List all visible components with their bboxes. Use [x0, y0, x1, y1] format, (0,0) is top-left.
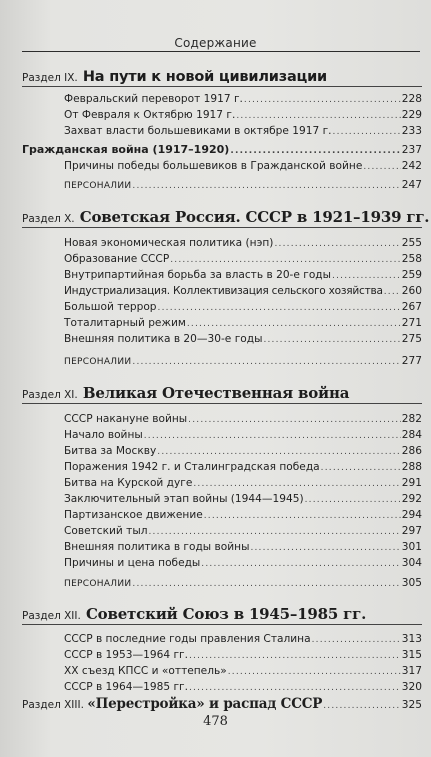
dot-leader	[363, 162, 400, 172]
entry-page: 305	[401, 577, 422, 589]
entry-title: Февральский переворот 1917 г.	[64, 93, 243, 105]
dot-leader	[148, 527, 400, 537]
toc-entry	[64, 413, 422, 425]
entry-title: СССР накануне войны	[64, 413, 188, 425]
dot-leader	[244, 95, 401, 105]
section-ix-heading	[22, 66, 422, 85]
dot-leader	[236, 111, 400, 121]
section-title: «Перестройка» и распад СССР	[87, 696, 323, 712]
entry-page: 260	[401, 285, 422, 297]
dot-leader	[188, 415, 401, 425]
entry-page: 315	[401, 649, 422, 661]
entry-page: 304	[401, 557, 422, 569]
entry-page: 233	[401, 125, 422, 137]
entry-title: Внешняя политика в годы войны	[64, 541, 250, 553]
entry-title: Захват власти большевиками в октябре 1917 г.	[64, 125, 332, 137]
entry-page: 288	[401, 461, 422, 473]
dot-leader	[323, 701, 401, 711]
entry-title: ПЕРСОНАЛИИ	[64, 357, 132, 367]
entry-title: Битва на Курской дуге	[64, 477, 193, 489]
section-title: Советская Россия. СССР в 1921–1939 гг.	[79, 208, 430, 226]
toc-entry	[64, 237, 422, 249]
entry-title: От Февраля к Октябрю 1917 г.	[64, 109, 236, 121]
section-title: Советский Союз в 1945–1985 гг.	[85, 605, 367, 623]
entry-page: 292	[401, 493, 422, 505]
toc-entry	[64, 109, 422, 121]
dot-leader	[263, 335, 400, 345]
toc-entry	[64, 649, 422, 661]
dot-leader	[144, 431, 401, 441]
entry-title: Причины и цена победы	[64, 557, 201, 569]
toc-entry	[64, 253, 422, 265]
entry-page: 301	[401, 541, 422, 553]
entry-page: 271	[401, 317, 422, 329]
entry-page: 286	[401, 445, 422, 457]
dot-leader	[312, 635, 401, 645]
entry-title: СССР в 1953—1964 гг.	[64, 649, 188, 661]
entry-title: Начало войны	[64, 429, 143, 441]
section-xiii-heading	[22, 696, 422, 712]
entry-page: 284	[401, 429, 422, 441]
section-title: Великая Отечественная война	[82, 384, 350, 402]
entry-title: Новая экономическая политика (нэп)	[64, 237, 274, 249]
section-x-heading	[22, 207, 430, 226]
section-xiii-title-group	[22, 696, 322, 712]
section-label: Раздел X.	[22, 213, 75, 225]
entry-title: Партизанское движение	[64, 509, 203, 521]
dot-leader	[201, 559, 400, 569]
toc-entry	[64, 493, 422, 505]
toc-entry	[64, 93, 422, 105]
dot-leader	[228, 667, 401, 677]
toc-entry	[64, 269, 422, 281]
entry-page: 313	[401, 633, 422, 645]
entry-page: 259	[401, 269, 422, 281]
entry-title: Внутрипартийная борьба за власть в 20-е годы	[64, 269, 332, 281]
dot-leader	[230, 146, 400, 156]
chapter-page: 237	[401, 144, 422, 156]
entry-title: СССР в 1964—1985 гг.	[64, 681, 188, 693]
dot-leader	[305, 495, 401, 505]
running-head: Содержание	[174, 36, 257, 50]
section-rule	[22, 86, 422, 87]
header-rule	[22, 51, 420, 52]
toc-entry	[64, 557, 422, 569]
dot-leader	[132, 357, 400, 367]
dot-leader	[170, 255, 401, 265]
toc-entry	[64, 301, 422, 313]
section-label: Раздел IX.	[22, 72, 78, 84]
dot-leader	[189, 683, 401, 693]
dot-leader	[193, 479, 400, 489]
section-label: Раздел XIII.	[22, 699, 84, 711]
toc-chapter-heading	[22, 143, 422, 156]
entry-page: 229	[401, 109, 422, 121]
entry-page: 267	[401, 301, 422, 313]
dot-leader	[250, 543, 400, 553]
dot-leader	[204, 511, 401, 521]
toc-entry	[64, 160, 422, 172]
toc-entry-personalia	[64, 355, 422, 367]
entry-page: 247	[401, 179, 422, 191]
section-rule	[22, 403, 422, 404]
dot-leader	[158, 303, 401, 313]
toc-entry	[64, 681, 422, 693]
toc-entry	[64, 429, 422, 441]
toc-entry	[64, 461, 422, 473]
toc-entry-personalia	[64, 577, 422, 589]
entry-title: XX съезд КПСС и «оттепель»	[64, 665, 227, 677]
entry-page: 282	[401, 413, 422, 425]
toc-entry	[64, 509, 422, 521]
section-xi-heading	[22, 383, 422, 402]
entry-title: Тоталитарный режим	[64, 317, 186, 329]
section-xii-heading	[22, 604, 422, 623]
entry-page: 294	[401, 509, 422, 521]
toc-entry	[64, 665, 422, 677]
entry-title: Индустриализация. Коллективизация сельского хозяйства	[64, 285, 383, 297]
section-rule	[22, 624, 422, 625]
entry-title: Причины победы большевиков в Гражданской войне	[64, 160, 363, 172]
chapter-title: Гражданская война (1917–1920)	[22, 143, 230, 156]
entry-page: 317	[401, 665, 422, 677]
entry-page: 291	[401, 477, 422, 489]
entry-title: ПЕРСОНАЛИИ	[64, 579, 132, 589]
dot-leader	[132, 579, 400, 589]
entry-page: 320	[401, 681, 422, 693]
toc-entry	[64, 125, 422, 137]
toc-entry	[64, 317, 422, 329]
toc-entry	[64, 333, 422, 345]
toc-entry	[64, 525, 422, 537]
dot-leader	[157, 447, 400, 457]
entry-title: Битва за Москву	[64, 445, 157, 457]
entry-title: Советский тыл	[64, 525, 148, 537]
entry-title: Заключительный этап войны (1944—1945)	[64, 493, 304, 505]
entry-title: Внешняя политика в 20—30-е годы	[64, 333, 263, 345]
entry-title: Большой террор	[64, 301, 157, 313]
page-number: 478	[203, 714, 228, 729]
dot-leader	[132, 181, 400, 191]
dot-leader	[274, 239, 400, 249]
entry-title: Образование СССР	[64, 253, 170, 265]
dot-leader	[321, 463, 401, 473]
entry-page: 275	[401, 333, 422, 345]
toc-entry	[64, 633, 422, 645]
toc-entry-personalia	[64, 179, 422, 191]
dot-leader	[333, 127, 401, 137]
entry-title: ПЕРСОНАЛИИ	[64, 181, 132, 191]
section-page: 325	[401, 699, 422, 711]
entry-page: 255	[401, 237, 422, 249]
toc-entry	[64, 477, 422, 489]
entry-title: СССР в последние годы правления Сталина	[64, 633, 311, 645]
section-label: Раздел XII.	[22, 610, 81, 622]
entry-page: 228	[401, 93, 422, 105]
toc-entry	[64, 285, 422, 297]
entry-page: 277	[401, 355, 422, 367]
section-rule	[22, 227, 422, 228]
dot-leader	[187, 319, 401, 329]
section-title: На пути к новой цивилизации	[82, 69, 328, 85]
section-label: Раздел XI.	[22, 389, 78, 401]
toc-entry	[64, 445, 422, 457]
entry-page: 297	[401, 525, 422, 537]
entry-page: 242	[401, 160, 422, 172]
toc-entry	[64, 541, 422, 553]
entry-title: Поражения 1942 г. и Сталинградская победа	[64, 461, 320, 473]
entry-page: 258	[401, 253, 422, 265]
dot-leader	[384, 287, 401, 297]
dot-leader	[332, 271, 401, 281]
dot-leader	[189, 651, 401, 661]
